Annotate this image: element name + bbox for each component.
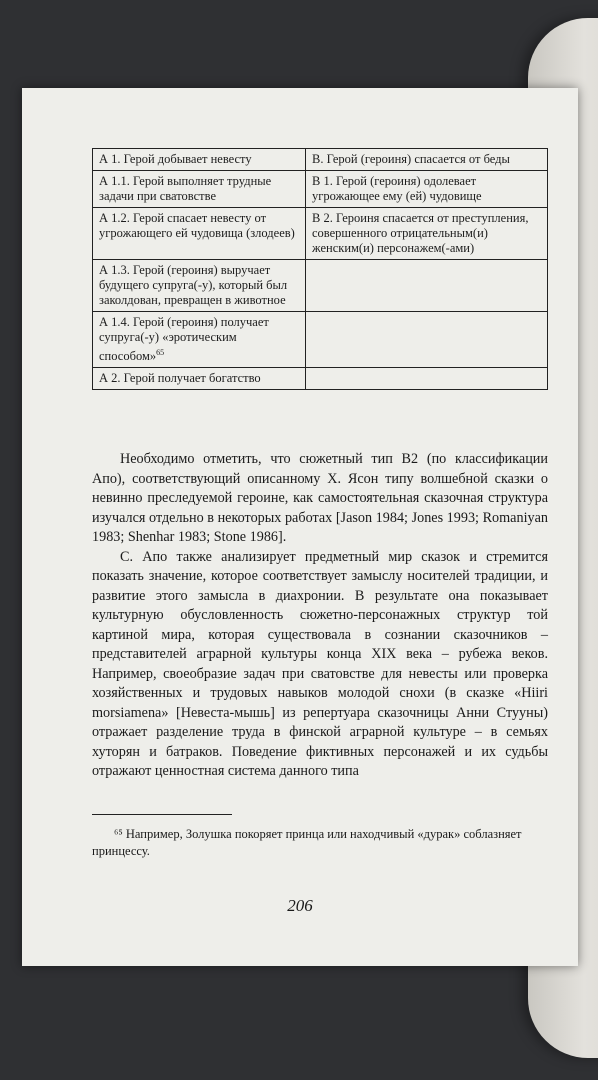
table-cell: А 1.3. Герой (героиня) выручает будущего супруга(-у), который был заколдован, превращен в животное <box>93 260 306 312</box>
table-cell <box>93 312 306 368</box>
cell-text: А 1.4. Герой (героиня) получает супруга(-у) «эротическим способом» <box>99 315 269 364</box>
table-cell <box>306 312 548 368</box>
paragraph: Необходимо отметить, что сюжетный тип В2 (по классификации Апо), соответствующий описанному Х. Ясон типу волшебной сказки о невинно преследуемой героине, как самостоятельная сказочная структура изучался отдельно в некоторых работах [Jason 1984; Jones 1993; Romaniyan 1983; Shenhar 1983; Stone 1986]. <box>92 451 548 545</box>
footnote-ref[interactable]: 65 <box>156 348 165 357</box>
paragraph: С. Апо также анализирует предметный мир сказок и стремится показать значение, которое соответствует замыслу носителей традиции, и развитие этого замысла в диахронии. В результате она показывает культурную обусловленность сюжетно-персонажных структур той картиной мира, которая существовала в сознании сказочников – представителей аграрной культуры конца XIX века – рубежа веков. Например, своеобразие задач при сватовстве для невесты или проверка хозяйственных и трудовых навыков молодой снохи (в сказке «Hiiri morsiamena» [Невеста-мышь] из репертуара сказочницы Анни Стууны) отражает разделение труда в финской аграрной культуре – в семьях хуторян и батраков. Поведение фиктивных персонажей и их судьбы отражают ценностная система данного типа <box>92 548 548 779</box>
table-cell: В 1. Герой (героиня) одолевает угрожающее ему (ей) чудовище <box>306 171 548 208</box>
table-cell: А 2. Герой получает богатство <box>93 368 306 390</box>
table-cell <box>306 368 548 390</box>
table-cell: В. Герой (героиня) спасается от беды <box>306 149 548 171</box>
table-row <box>93 368 548 390</box>
table-cell: А 1.1. Герой выполняет трудные задачи при сватовстве <box>93 171 306 208</box>
table-cell: А 1. Герой добывает невесту <box>93 149 306 171</box>
plot-types-table <box>92 148 548 390</box>
table-row <box>93 208 548 260</box>
table-cell <box>306 260 548 312</box>
footnote: ⁶⁵ Например, Золушка покоряет принца или находчивый «дурак» соблазняет принцессу. <box>92 827 522 858</box>
table-row <box>93 260 548 312</box>
footnote-divider <box>92 814 232 815</box>
page-number: 206 <box>287 896 313 915</box>
table-row <box>93 171 548 208</box>
book-page <box>22 88 578 966</box>
body-text <box>92 450 548 782</box>
table-cell: В 2. Героиня спасается от преступления, совершенного отрицательным(и) женским(и) персонажем(-ами) <box>306 208 548 260</box>
table-row <box>93 312 548 368</box>
table-cell: А 1.2. Герой спасает невесту от угрожающего ей чудовища (злодеев) <box>93 208 306 260</box>
table-row <box>93 149 548 171</box>
